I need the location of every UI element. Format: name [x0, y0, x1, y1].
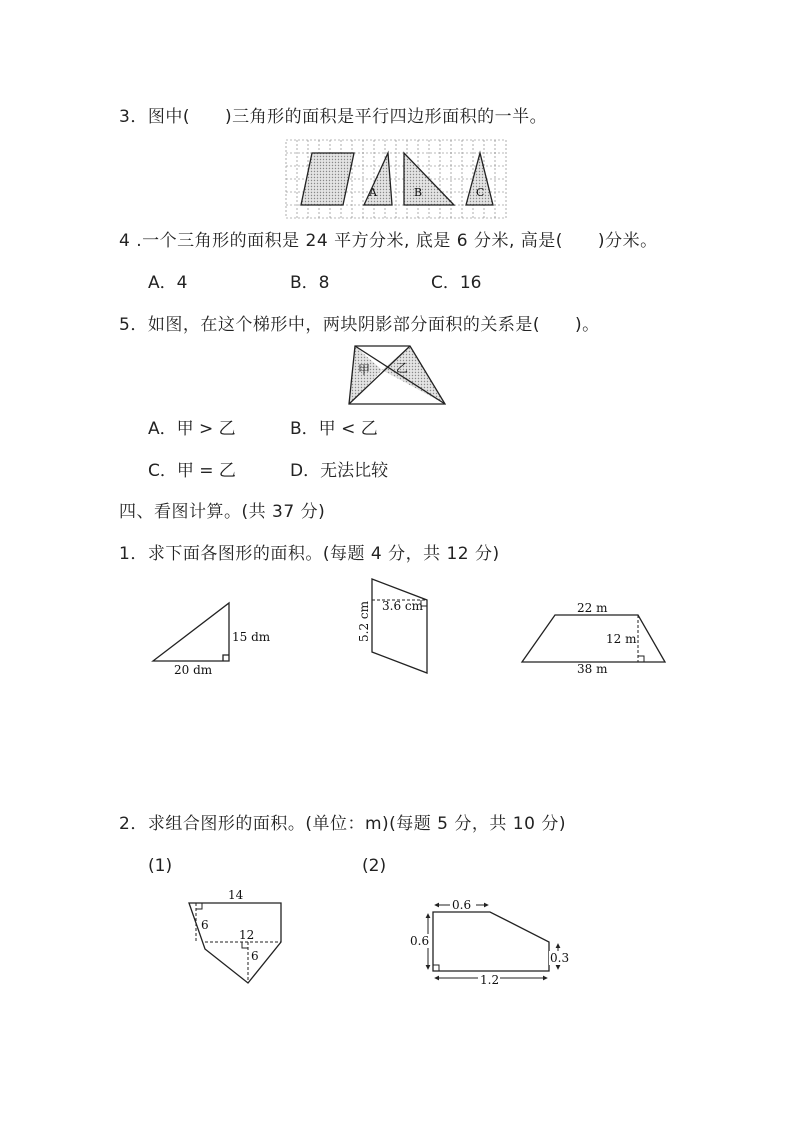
q3-label-a: A	[369, 186, 377, 199]
p1-triangle-base-label: 20 dm	[174, 663, 213, 677]
p1-trapezoid-top-label: 22 m	[577, 601, 608, 615]
q3-label-b: B	[414, 186, 423, 199]
q5-option-b[interactable]: B．甲 < 乙	[290, 419, 378, 439]
q5-shaded-yi	[382, 346, 445, 404]
p2-fig1-shape	[189, 903, 281, 983]
question-3-text: 3．图中( )三角形的面积是平行四边形面积的一半。	[119, 107, 548, 127]
q3-figure	[286, 140, 506, 220]
q3-parallelogram	[301, 153, 354, 205]
p2-fig2-bottom-label: 1.2	[480, 973, 500, 987]
p2-fig1-right-angle	[196, 903, 202, 909]
p1-triangle-figure	[150, 598, 290, 678]
p2-fig2-top-label: 0.6	[452, 898, 472, 912]
question-4-text: 4 .一个三角形的面积是 24 平方分米, 底是 6 分米, 高是( )分米。	[119, 231, 658, 251]
p2-fig1-height-label: 6	[201, 918, 209, 932]
part-2-text: 2．求组合图形的面积。(单位：m)(每题 5 分，共 10 分)	[119, 814, 566, 834]
p1-parallelogram-height-label: 3.6 cm	[382, 599, 423, 613]
q5-option-d[interactable]: D．无法比较	[290, 461, 389, 481]
p2-figure-1	[185, 886, 290, 986]
q5-label-yi: 乙	[396, 361, 409, 375]
p1-trapezoid-height-label: 12 m	[606, 632, 637, 646]
part-1-text: 1．求下面各图形的面积。(每题 4 分，共 12 分)	[119, 544, 500, 564]
p1-parallelogram-side-label: 5.2 cm	[357, 601, 371, 642]
p1-trapezoid-bottom-label: 38 m	[577, 662, 608, 676]
p2-fig1-top-label: 14	[228, 888, 244, 902]
q4-option-c[interactable]: C．16	[431, 273, 482, 293]
p2-sub1-label: (1)	[148, 856, 173, 876]
p2-fig2-right-label: 0.3	[550, 951, 570, 965]
section-4-title: 四、看图计算。(共 37 分)	[119, 502, 326, 522]
p2-fig2-right-angle	[433, 965, 439, 971]
question-5-text: 5．如图，在这个梯形中，两块阴影部分面积的关系是( )。	[119, 315, 600, 335]
p2-sub2-label: (2)	[362, 856, 387, 876]
p1-triangle-right-angle	[223, 655, 229, 661]
q5-trapezoid-figure	[330, 344, 450, 408]
q5-option-c[interactable]: C．甲 = 乙	[148, 461, 236, 481]
p1-trapezoid-right-angle	[638, 656, 644, 662]
p2-figure-2	[408, 896, 578, 991]
p1-trapezoid-figure	[518, 598, 668, 678]
p2-fig2-shape	[433, 912, 549, 971]
p1-triangle-height-label: 15 dm	[232, 630, 271, 644]
p2-fig1-mid-label: 12	[239, 928, 255, 942]
q4-option-a[interactable]: A．4	[148, 273, 188, 293]
p1-triangle	[153, 603, 229, 661]
p1-trapezoid	[522, 615, 665, 662]
q4-option-b[interactable]: B．8	[290, 273, 330, 293]
p2-fig2-left-label: 0.6	[410, 934, 430, 948]
q5-label-jia: 甲	[358, 363, 371, 377]
p1-parallelogram	[372, 579, 427, 673]
p1-parallelogram-figure	[355, 576, 435, 676]
p2-fig1-right-angle-2	[242, 942, 248, 948]
p2-fig1-tri-height-label: 6	[251, 949, 259, 963]
q5-option-a[interactable]: A．甲 > 乙	[148, 419, 236, 439]
q3-label-c: C	[476, 186, 485, 199]
